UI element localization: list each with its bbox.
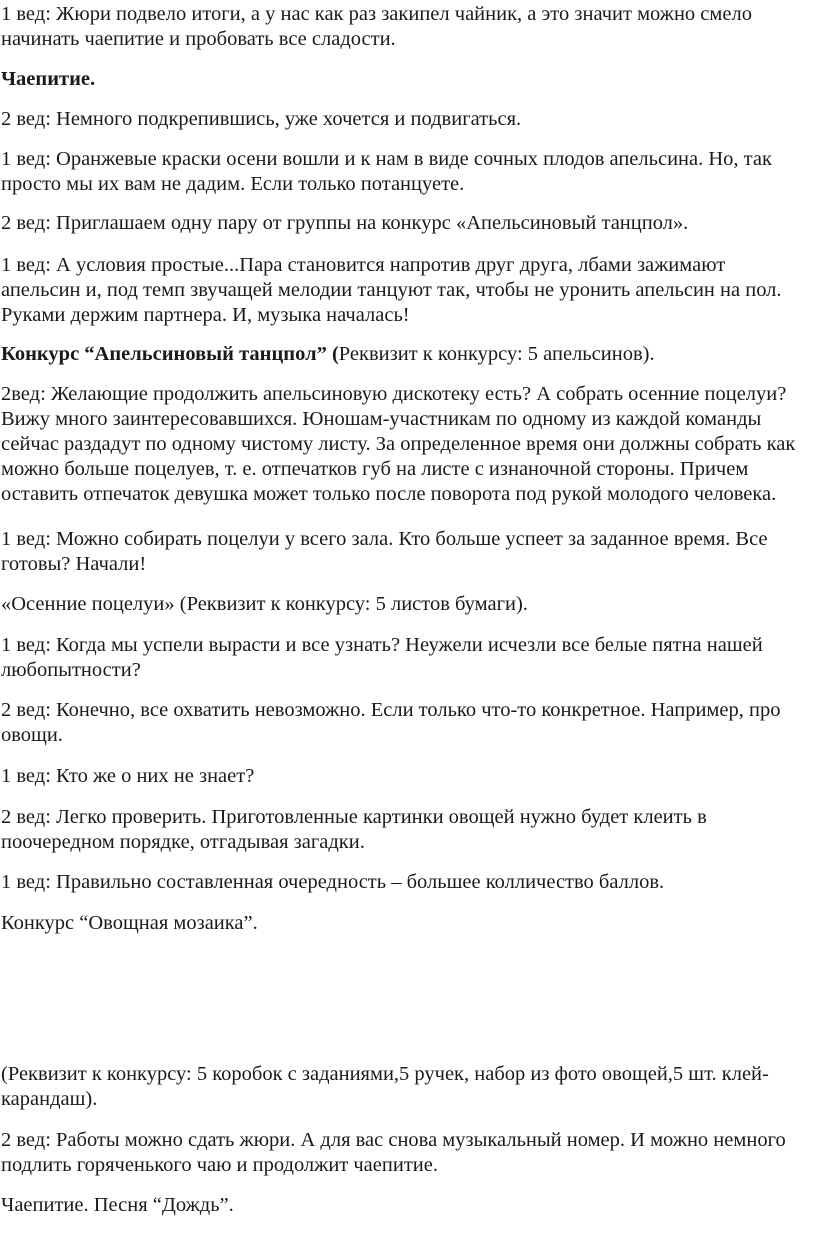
paragraph-3: 2 вед: Немного подкрепившись, уже хочется и подвигаться. [1, 108, 522, 130]
paragraph-12: 2 вед: Конечно, все охватить невозможно. Если только что-то конкретное. Например, про овощи. [1, 699, 781, 746]
paragraph-tea-heading: Чаепитие. [1, 68, 96, 90]
paragraph-contest-vegetable: Конкурс “Овощная мозаика”. [1, 912, 258, 934]
paragraph-5: 2 вед: Приглашаем одну пару от группы на конкурс «Апельсиновый танцпол». [1, 212, 689, 234]
paragraph-contest-orange [1, 342, 807, 367]
paragraph-contest-kisses: «Осенние поцелуи» (Реквизит к конкурсу: 5 листов бумаги). [1, 593, 528, 615]
paragraph-4: 1 вед: Оранжевые краски осени вошли и к нам в виде сочных плодов апельсина. Но, так просто мы их вам не дадим. Если только потанцуете. [1, 148, 772, 195]
paragraph-tea-song: Чаепитие. Песня “Дождь”. [1, 1194, 234, 1216]
paragraph-6: 1 вед: А условия простые...Пара становится напротив друг друга, лбами зажимают апельсин и, под темп звучащей мелодии танцуют так, чтобы не уронить апельсин на пол. Руками держим партнера. И, музыка началась! [1, 254, 782, 326]
contest-orange-title: Конкурс “Апельсиновый танцпол” ( [1, 343, 339, 365]
paragraph-11: 1 вед: Когда мы успели вырасти и все узнать? Неужели исчезли все белые пятна нашей любопытности? [1, 634, 763, 681]
paragraph-18: 2 вед: Работы можно сдать жюри. А для вас снова музыкальный номер. И можно немного подлить горяченького чаю и продолжит чаепитие. [1, 1129, 786, 1176]
contest-orange-props: Реквизит к конкурсу: 5 апельсинов). [338, 343, 655, 365]
paragraph-14: 2 вед: Легко проверить. Приготовленные картинки овощей нужно будет клеить в поочередном порядке, отгадывая загадки. [1, 806, 707, 853]
paragraph-8: 2вед: Желающие продолжить апельсиновую дискотеку есть? А собрать осенние поцелуи? Вижу много заинтересовавшихся. Юношам-участникам по одному из каждой команды сейчас раздадут по одному чистому листу. За определенное время они должны собрать как можно больше поцелуев, т. е. отпечатков губ на листе с изнаночной стороны. Причем оставить отпечаток девушка может только после поворота под рукой молодого человека. [1, 383, 796, 505]
paragraph-17: (Реквизит к конкурсу: 5 коробок с заданиями,5 ручек, набор из фото овощей,5 шт. клей-карандаш). [1, 1063, 769, 1110]
paragraph-1: 1 вед: Жюри подвело итоги, а у нас как раз закипел чайник, а это значит можно смело начинать чаепитие и пробовать все сладости. [1, 3, 752, 50]
paragraph-13: 1 вед: Кто же о них не знает? [1, 765, 255, 787]
paragraph-15: 1 вед: Правильно составленная очередность – большее колличество баллов. [1, 871, 665, 893]
paragraph-9: 1 вед: Можно собирать поцелуи у всего зала. Кто больше успеет за заданное время. Все готовы? Начали! [1, 528, 768, 575]
